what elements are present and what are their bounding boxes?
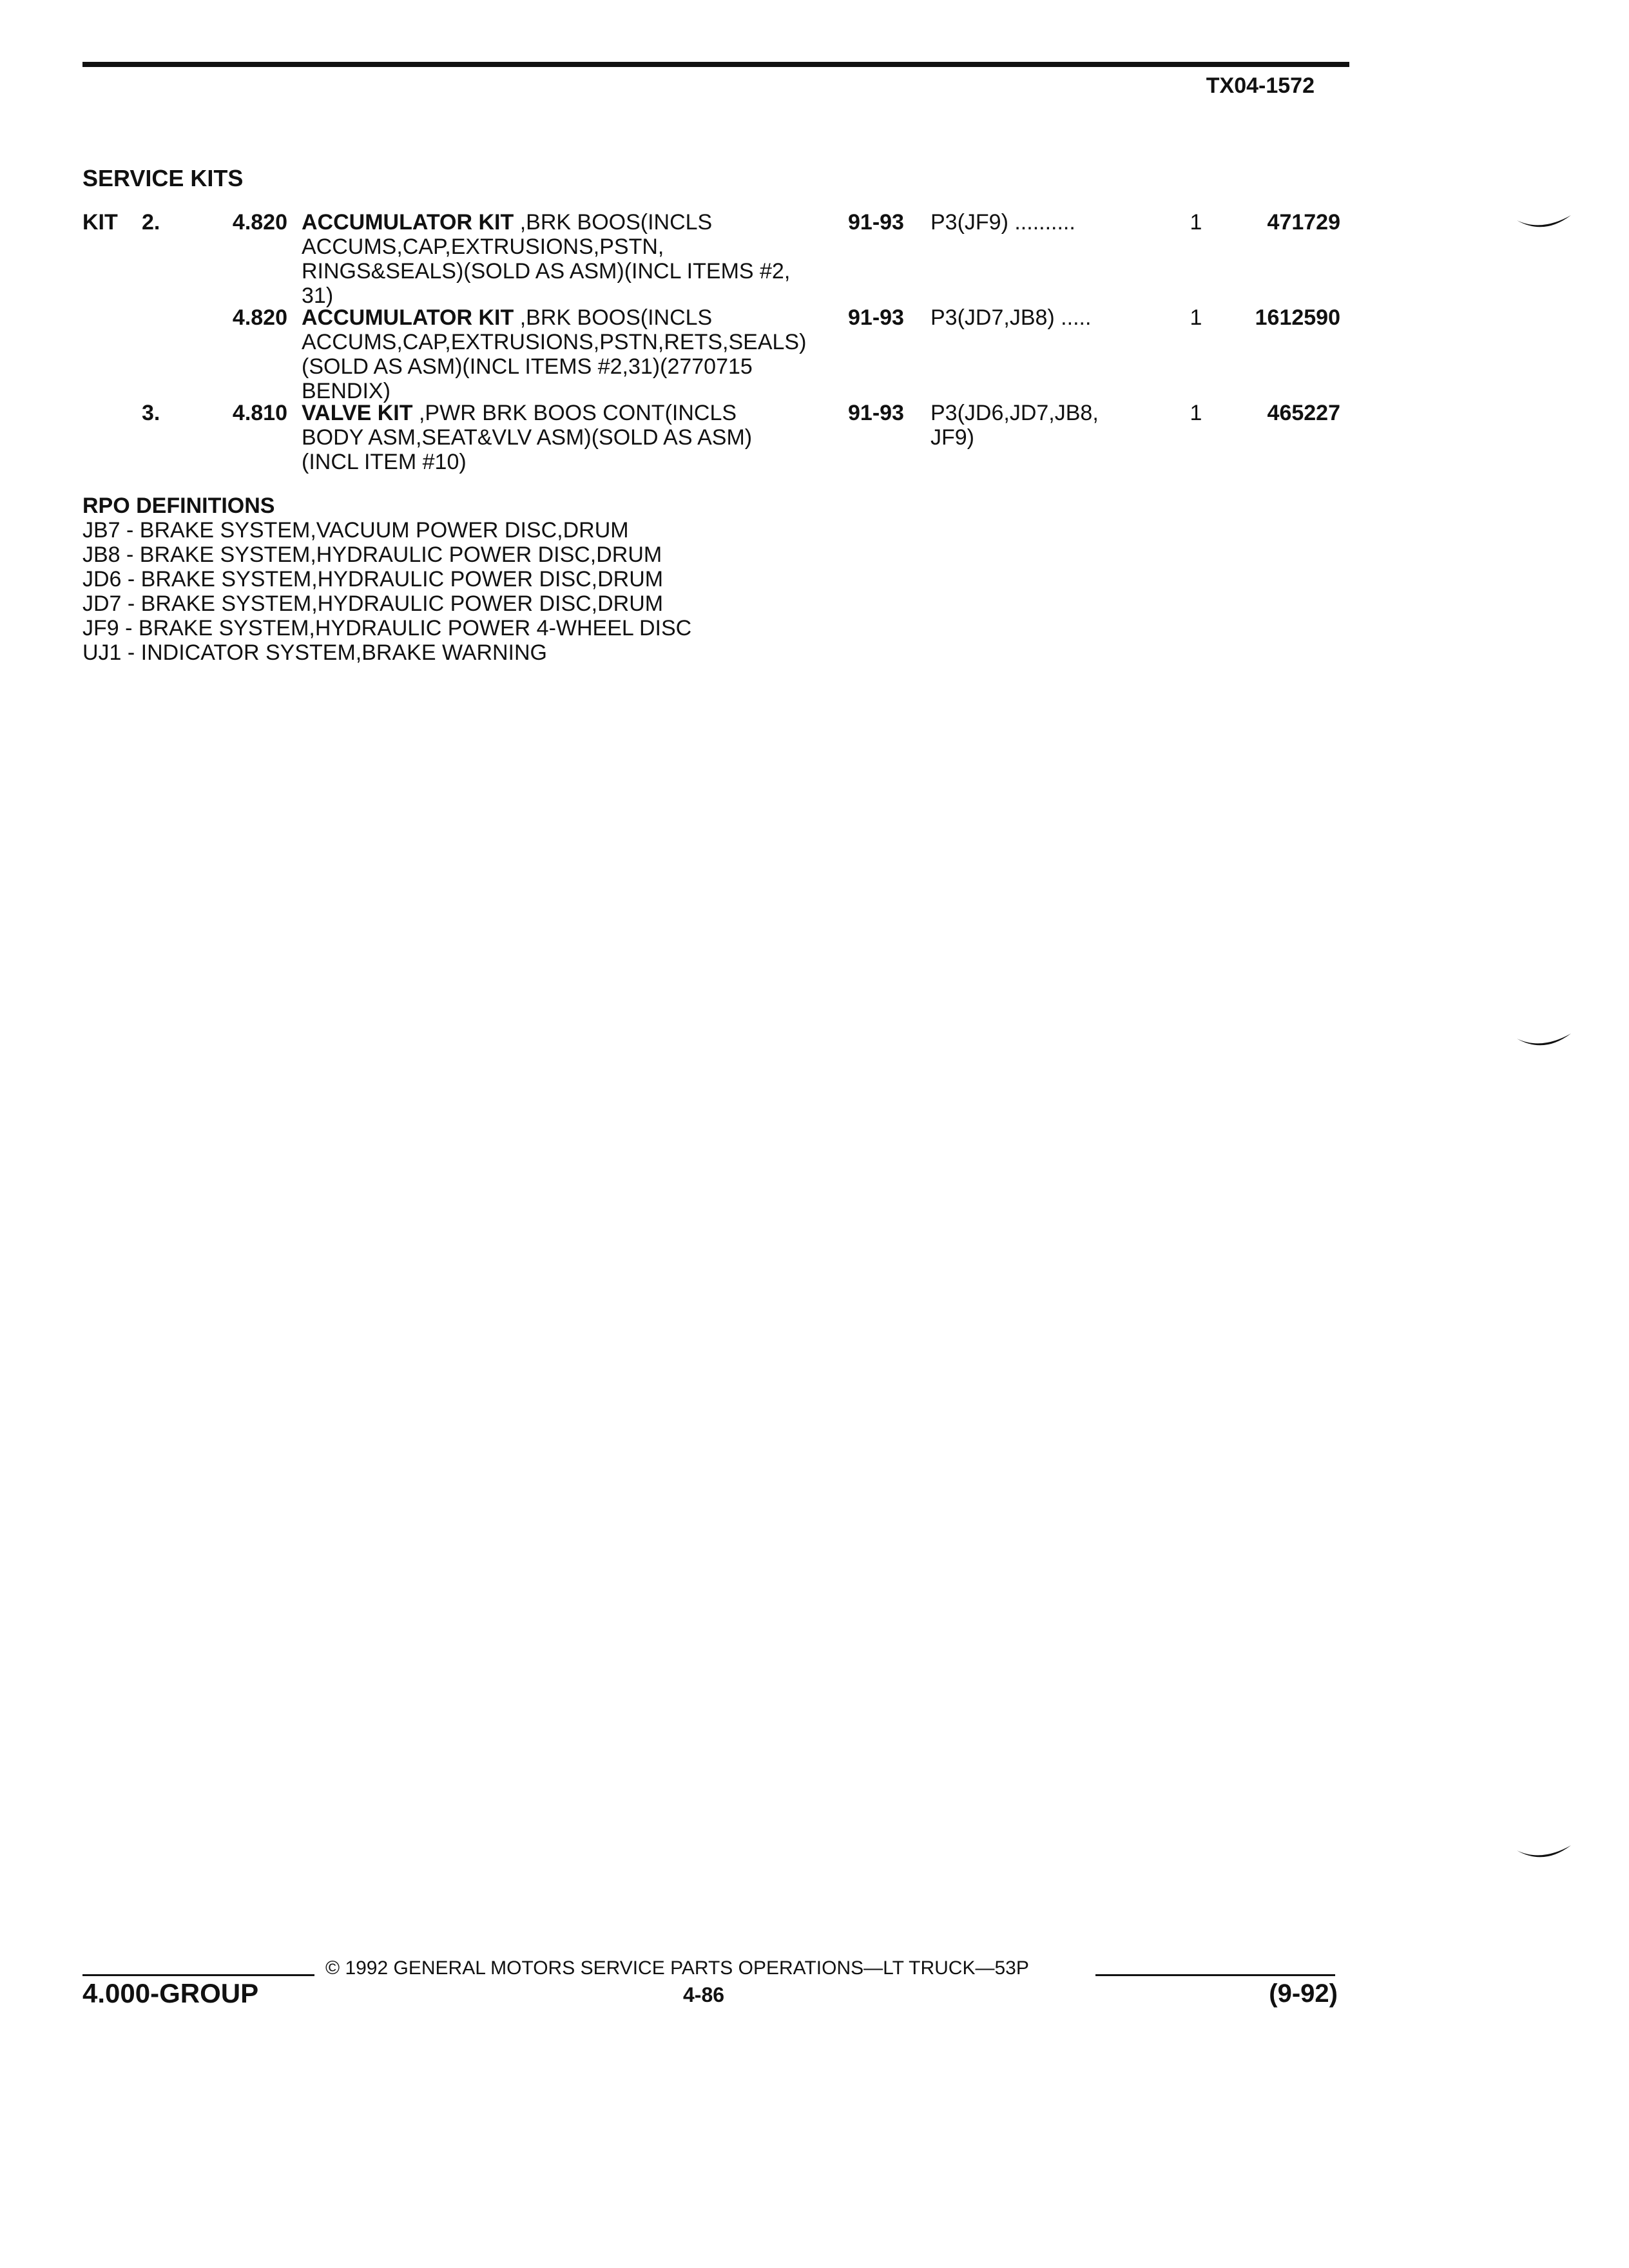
rpo-definition: UJ1 - INDICATOR SYSTEM,BRAKE WARNING — [82, 640, 548, 665]
description-line: BODY ASM,SEAT&VLV ASM)(SOLD AS ASM) — [302, 425, 753, 450]
description-line: ,PWR BRK BOOS CONT(INCLS — [418, 401, 737, 425]
quantity: 1 — [1190, 401, 1202, 425]
quantity: 1 — [1190, 210, 1202, 235]
group-label: 4.000-GROUP — [82, 1978, 259, 2008]
rpo-definition: JF9 - BRAKE SYSTEM,HYDRAULIC POWER 4-WHEEL DISC — [82, 616, 692, 640]
rpo-definitions — [82, 494, 691, 665]
description-line: ,BRK BOOS(INCLS — [519, 305, 713, 330]
part-name: ACCUMULATOR KIT — [302, 210, 514, 235]
copyright-notice: © 1992 GENERAL MOTORS SERVICE PARTS OPERATIONS—LT TRUCK—53P — [325, 1957, 1029, 1979]
rpo-heading: RPO DEFINITIONS — [82, 494, 275, 518]
footer-rule-left — [82, 1974, 314, 1976]
quantity: 1 — [1190, 305, 1202, 330]
model-years: 91-93 — [848, 210, 904, 235]
model-usage: P3(JF9) .......... — [930, 210, 1075, 235]
group-number: 4.820 — [232, 305, 287, 330]
part-number: 1612590 — [1255, 305, 1340, 330]
description-line: (INCL ITEM #10) — [302, 450, 467, 474]
rpo-definition: JB8 - BRAKE SYSTEM,HYDRAULIC POWER DISC,DRUM — [82, 543, 662, 567]
description-line: ACCUMS,CAP,EXTRUSIONS,PSTN,RETS,SEALS) — [302, 330, 807, 354]
part-description — [302, 305, 843, 403]
page-date: (9-92) — [1269, 1979, 1338, 2008]
model-usage-line: P3(JD6,JD7,JB8, — [930, 401, 1099, 425]
rpo-definition: JB7 - BRAKE SYSTEM,VACUUM POWER DISC,DRUM — [82, 518, 629, 543]
binder-hole-mark — [1516, 1031, 1572, 1050]
model-years: 91-93 — [848, 305, 904, 330]
description-line: (SOLD AS ASM)(INCL ITEMS #2,31)(2770715 — [302, 354, 753, 379]
binder-hole-mark — [1516, 1843, 1572, 1862]
rpo-definition: JD7 - BRAKE SYSTEM,HYDRAULIC POWER DISC,DRUM — [82, 591, 664, 616]
model-usage — [930, 401, 1175, 450]
part-name: VALVE KIT — [302, 401, 413, 425]
group-number: 4.810 — [232, 401, 287, 425]
item-number: 2. — [142, 210, 160, 235]
part-number: 471729 — [1267, 210, 1340, 235]
description-line: BENDIX) — [302, 379, 390, 403]
description-line: ACCUMS,CAP,EXTRUSIONS,PSTN, — [302, 235, 664, 259]
footer-rule-right — [1095, 1974, 1335, 1976]
binder-hole-mark — [1516, 213, 1572, 232]
page-number: 4-86 — [683, 1983, 725, 2006]
top-rule — [82, 62, 1349, 67]
description-line: RINGS&SEALS)(SOLD AS ASM)(INCL ITEMS #2, — [302, 259, 791, 284]
part-description — [302, 401, 843, 474]
rpo-definition: JD6 - BRAKE SYSTEM,HYDRAULIC POWER DISC,DRUM — [82, 567, 664, 591]
item-number: 3. — [142, 401, 160, 425]
section-heading: SERVICE KITS — [82, 165, 244, 191]
model-usage: P3(JD7,JB8) ..... — [930, 305, 1092, 330]
part-number: 465227 — [1267, 401, 1340, 425]
description-line: 31) — [302, 284, 334, 308]
model-usage-line: JF9) — [930, 425, 974, 450]
description-line: ,BRK BOOS(INCLS — [519, 210, 713, 235]
part-name: ACCUMULATOR KIT — [302, 305, 514, 330]
kit-label: KIT — [82, 210, 118, 235]
part-description — [302, 210, 843, 308]
document-id: TX04-1572 — [1206, 73, 1315, 98]
group-number: 4.820 — [232, 210, 287, 235]
model-years: 91-93 — [848, 401, 904, 425]
